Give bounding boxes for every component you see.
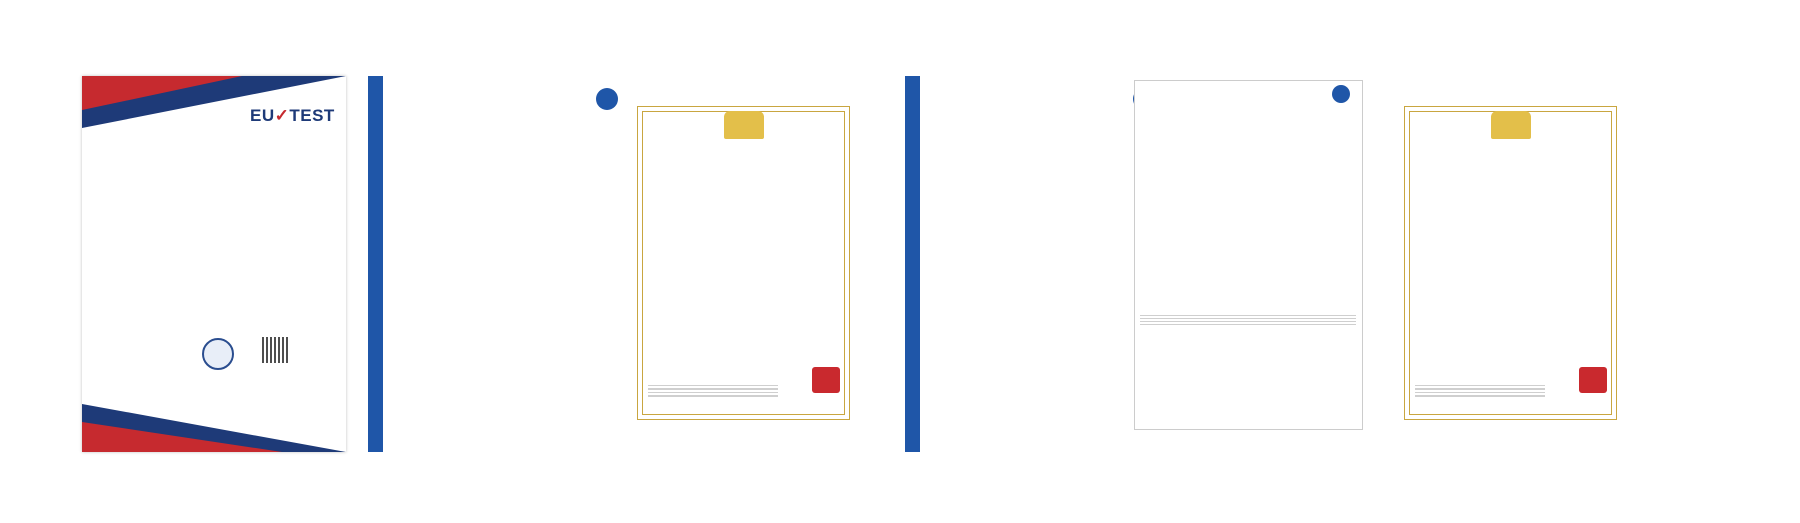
- udem-crest-icon: [1491, 111, 1531, 139]
- fine-print: [1415, 383, 1545, 399]
- sidebar-band: [368, 76, 383, 452]
- tuv-logo-icon: [1332, 85, 1350, 103]
- sidebar-band: [905, 76, 920, 452]
- qr-code-icon: [262, 337, 288, 363]
- eutest-logo: EU✓TEST: [250, 106, 335, 125]
- tuv-attestation-page-2: [368, 76, 640, 452]
- iec-test-report: [1134, 80, 1363, 430]
- udem-crest-icon: [724, 111, 764, 139]
- eutest-attestation-document: [82, 76, 346, 452]
- udem-lion-logo-icon: [1579, 367, 1607, 393]
- copyright-fine-print: [1140, 313, 1356, 327]
- tuv-logo-icon: [596, 88, 618, 110]
- udem-certificate-windows: [637, 106, 850, 420]
- udem-certificate-pergola: [1404, 106, 1617, 420]
- bottom-red-band: [82, 422, 282, 452]
- udem-lion-logo-icon: [812, 367, 840, 393]
- fine-print: [648, 383, 778, 399]
- top-red-band: [82, 76, 242, 110]
- seal-icon: [202, 338, 234, 370]
